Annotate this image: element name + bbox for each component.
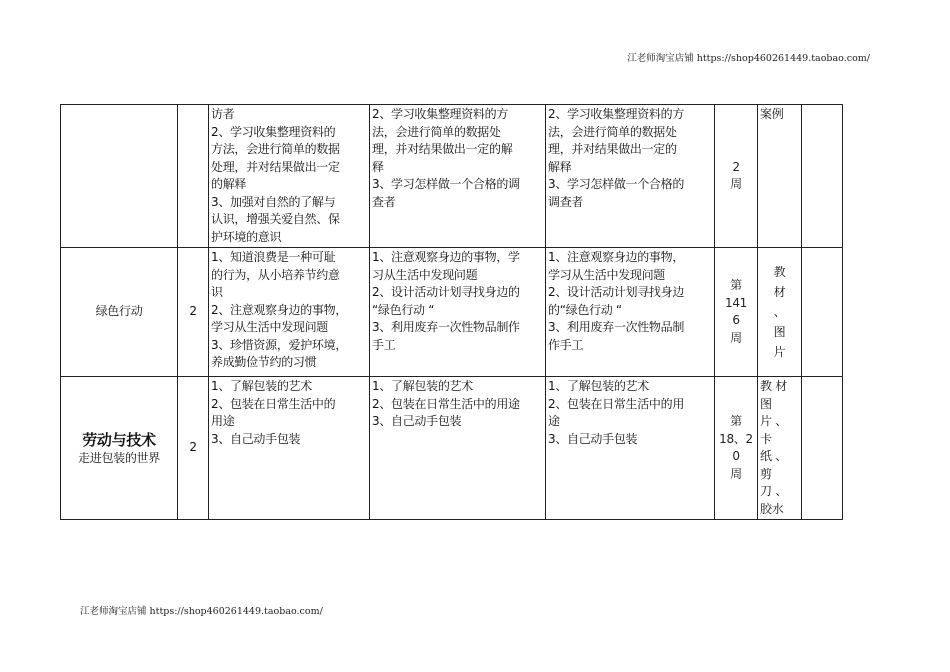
hours-cell: 2: [178, 377, 209, 520]
goal-line: 3、自己动手包装: [211, 431, 301, 446]
week-cell: [715, 248, 758, 377]
goal-line: 的解释: [211, 177, 247, 191]
resource-line: 教: [773, 265, 786, 279]
page-footer-text: 江老师淘宝店铺 https://shop460261449.taobao.com/: [80, 606, 323, 617]
content-line: 1、注意观察身边的事物，学: [372, 250, 520, 264]
content-line: 释: [372, 159, 384, 174]
blank-cell: [802, 105, 843, 248]
week-line: 141: [724, 295, 747, 310]
goal-line: 方法，会进行简单的数据: [211, 142, 340, 156]
week-line: 周: [730, 330, 742, 345]
resource-line: 材: [773, 285, 786, 299]
key-point-line: 1、了解包装的艺术: [548, 379, 649, 393]
goal-line: 2、包装在日常生活中的: [211, 396, 336, 411]
goal-line: 识: [211, 285, 223, 299]
resource-line: 卡: [760, 431, 772, 446]
week-line: 周: [730, 466, 742, 481]
unit-title: 绿色行动: [95, 304, 143, 319]
content-line: 1、了解包装的艺术: [372, 379, 473, 393]
hours-cell: 2: [178, 248, 209, 377]
key-point-line: 2、包装在日常生活中的用: [548, 396, 685, 411]
resource-line: 、: [773, 305, 786, 319]
resource-line: 片: [773, 345, 786, 359]
week-line: 2: [732, 159, 740, 174]
content-line: 3、自己动手包装: [372, 414, 462, 428]
unit-subtitle: 走进包装的世界: [78, 451, 160, 465]
key-point-line: 学习从生活中发现问题: [548, 267, 666, 282]
resource-line: 刀 、: [760, 484, 787, 498]
content-line: 2、包装在日常生活中的用途: [372, 396, 520, 411]
content-line: 法，会进行简单的数据处: [372, 124, 501, 139]
resource-line: 纸 、: [760, 449, 787, 463]
goal-line: 2、学习收集整理资料的: [211, 124, 336, 139]
goals-cell: [209, 377, 370, 520]
hours-cell: [178, 105, 209, 248]
page-header-text: 江老师淘宝店铺 https://shop460261449.taobao.com/: [627, 53, 870, 64]
goal-line: 认识，增强关爱自然、保: [211, 212, 340, 226]
resources-cell: [758, 105, 802, 248]
resource-line: 图: [760, 396, 772, 411]
goals-cell: [209, 105, 370, 248]
goal-line: 处理，并对结果做出一定: [211, 159, 340, 174]
content-line: 手工: [372, 337, 396, 352]
unit-cell: [61, 248, 178, 377]
key-points-cell: [546, 105, 715, 248]
blank-cell: [802, 377, 843, 520]
goal-line: 学习从生活中发现问题: [211, 320, 329, 334]
resources-cell: [758, 248, 802, 377]
week-cell: [715, 377, 758, 520]
key-point-line: 3、学习怎样做一个合格的: [548, 177, 685, 191]
key-point-line: 2、学习收集整理资料的方: [548, 107, 685, 121]
week-cell: [715, 105, 758, 248]
content-cell: [370, 248, 546, 377]
curriculum-table: [60, 104, 843, 520]
goal-line: 的行为，从小培养节约意: [211, 267, 340, 282]
key-point-line: 1、注意观察身边的事物，: [548, 250, 685, 264]
goal-line: 1、了解包装的艺术: [211, 379, 312, 393]
goal-line: 访者: [211, 107, 235, 121]
content-line: 2、设计活动计划寻找身边的: [372, 285, 520, 299]
content-cell: [370, 377, 546, 520]
table-row: [61, 105, 843, 248]
week-line: 6: [732, 313, 740, 327]
week-line: 第: [730, 414, 742, 428]
content-line: 3、学习怎样做一个合格的调: [372, 177, 520, 191]
week-line: 第: [730, 278, 742, 292]
resource-line: 教 材: [760, 379, 787, 393]
week-line: 18、2: [719, 431, 753, 446]
key-point-line: 2、设计活动计划寻找身边: [548, 285, 685, 299]
resources-cell: [758, 377, 802, 520]
unit-cell: [61, 377, 178, 520]
key-points-cell: [546, 248, 715, 377]
key-point-line: 途: [548, 414, 560, 428]
key-point-line: 的“绿色行动 “: [548, 302, 622, 317]
key-point-line: 解释: [548, 159, 572, 174]
key-point-line: 3、自己动手包装: [548, 431, 638, 446]
week-line: 周: [730, 177, 742, 191]
content-cell: [370, 105, 546, 248]
key-points-cell: [546, 377, 715, 520]
goal-line: 3、珍惜资源，爱护环境，: [211, 337, 348, 352]
key-point-line: 理，并对结果做出一定的: [548, 142, 677, 156]
resource-line: 剪: [760, 466, 772, 481]
goal-line: 用途: [211, 414, 235, 428]
goal-line: 护环境的意识: [211, 229, 282, 244]
resource-line: 片 、: [760, 414, 787, 428]
goal-line: 1、知道浪费是一种可耻: [211, 250, 336, 264]
unit-title: 劳动与技术: [82, 431, 156, 449]
key-point-line: 法，会进行简单的数据处: [548, 124, 677, 139]
table-row: [61, 377, 843, 520]
goal-line: 2、注意观察身边的事物，: [211, 302, 348, 317]
week-line: 0: [732, 449, 740, 463]
content-line: 3、利用废弃一次性物品制作: [372, 320, 520, 334]
content-line: 2、学习收集整理资料的方: [372, 107, 509, 121]
blank-cell: [802, 248, 843, 377]
key-point-line: 作手工: [548, 337, 584, 352]
table-row: [61, 248, 843, 377]
content-line: 理，并对结果做出一定的解: [372, 142, 513, 156]
content-line: 习从生活中发现问题: [372, 267, 478, 282]
content-line: 查者: [372, 194, 396, 209]
resource-line: 图: [773, 325, 786, 339]
unit-cell: [61, 105, 178, 248]
resource-line: 胶水: [760, 501, 784, 516]
content-line: “绿色行动 “: [372, 302, 435, 317]
key-point-line: 调查者: [548, 194, 584, 209]
goal-line: 养成勤俭节约的习惯: [211, 355, 317, 369]
key-point-line: 3、利用废弃一次性物品制: [548, 320, 685, 334]
goal-line: 3、加强对自然的了解与: [211, 194, 336, 209]
resource-line: 案例: [760, 107, 784, 121]
goals-cell: [209, 248, 370, 377]
